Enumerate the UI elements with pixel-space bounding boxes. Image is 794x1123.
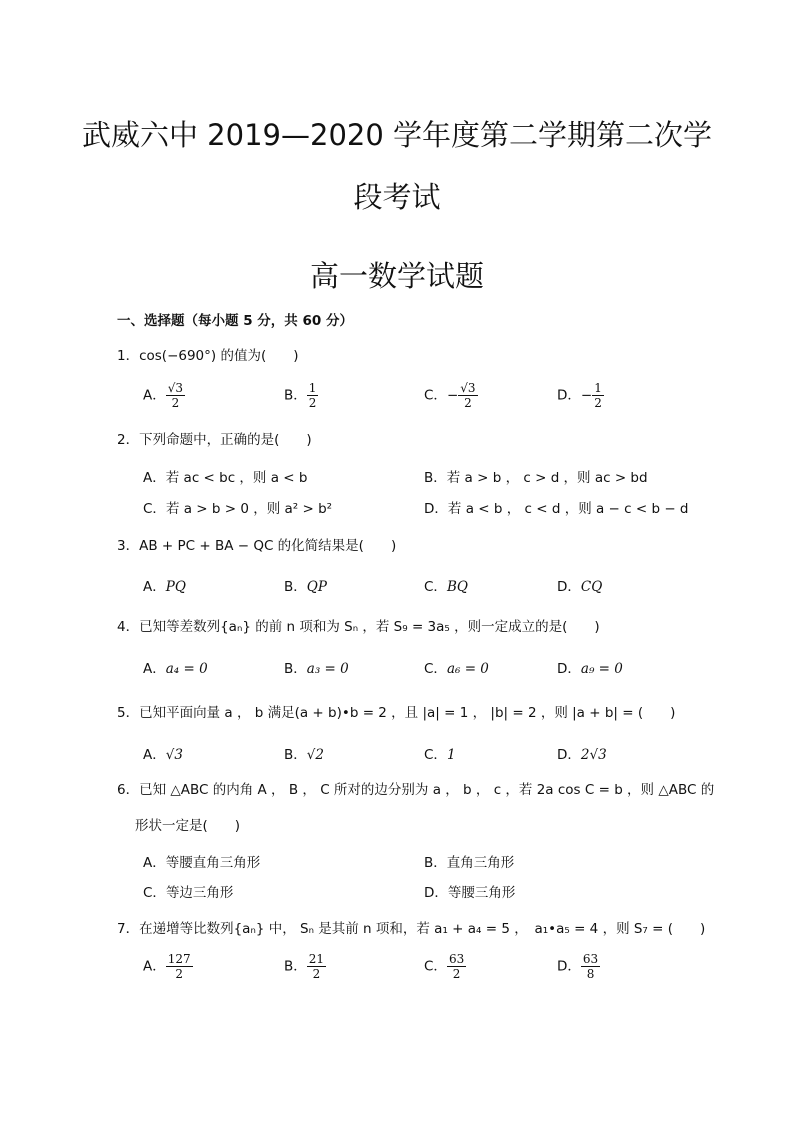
option-label: A．	[143, 747, 166, 763]
question-7-stem: 7．在递增等比数列{aₙ} 中， Sₙ 是其前 n 项和，若 a₁ + a₄ = 5 ， a₁•a₅ = 4 ，则 S₇ = ( )	[117, 921, 706, 937]
question-1-option-a	[143, 381, 185, 410]
option-label: C．	[143, 501, 166, 517]
question-1-option-b	[284, 381, 318, 410]
question-6-option-b	[424, 851, 514, 871]
option-label: C．	[143, 885, 166, 901]
option-label: A．	[143, 470, 166, 486]
question-7-option-b	[284, 952, 326, 981]
option-text: 2√3	[580, 747, 607, 763]
option-label: D．	[557, 661, 581, 677]
question-3-option-b	[284, 575, 327, 595]
option-label: B．	[424, 855, 447, 871]
fraction	[166, 952, 193, 981]
option-text: 1	[446, 747, 456, 763]
denominator: 2	[312, 967, 321, 981]
numerator: 1	[308, 381, 317, 395]
option-label: A．	[143, 958, 166, 975]
option-label: A．	[143, 579, 166, 595]
option-label: A．	[143, 387, 166, 404]
option-sign: −	[580, 387, 593, 404]
option-label: D．	[557, 387, 581, 404]
option-label: C．	[424, 747, 447, 763]
question-5-option-a	[143, 743, 183, 763]
option-text: a₆ = 0	[446, 661, 489, 677]
paper-title-line-2: 段考试	[353, 180, 441, 214]
numerator: 1	[594, 381, 602, 395]
question-4-stem: 4．已知等差数列{aₙ} 的前 n 项和为 Sₙ ，若 S₉ = 3a₅ ，则一定成立的是( )	[117, 619, 600, 635]
option-text: 直角三角形	[446, 855, 515, 871]
question-4-option-d	[557, 657, 623, 677]
question-7-option-d	[557, 952, 600, 981]
option-label: B．	[284, 387, 307, 404]
option-label: A．	[143, 661, 166, 677]
question-1-stem: 1．cos(−690°) 的值为( )	[117, 348, 299, 364]
question-2-option-d	[424, 497, 689, 517]
question-6-option-d	[424, 881, 515, 901]
paper-subtitle: 高一数学试题	[309, 259, 484, 293]
question-6-stem-continued: 形状一定是( )	[135, 818, 241, 834]
option-label: C．	[424, 958, 447, 975]
fraction	[592, 381, 604, 410]
option-text: 若 a < b ， c < d ，则 a − c < b − d	[447, 501, 689, 517]
denominator: 2	[452, 967, 461, 981]
question-2-option-c	[143, 497, 332, 517]
question-6-option-a	[143, 851, 260, 871]
question-1-option-c	[424, 381, 478, 410]
option-label: C．	[424, 661, 447, 677]
question-5-option-b	[284, 743, 324, 763]
fraction	[307, 952, 326, 981]
question-5-option-c	[424, 743, 456, 763]
option-label: B．	[284, 747, 307, 763]
option-label: B．	[284, 958, 307, 975]
question-7-option-c	[424, 952, 466, 981]
option-text: 等边三角形	[165, 885, 234, 901]
numerator: 63	[448, 952, 465, 966]
denominator: 2	[308, 396, 317, 410]
question-3-option-c	[424, 575, 468, 595]
option-text: 等腰直角三角形	[165, 855, 261, 871]
question-5-option-d	[557, 743, 607, 763]
question-2-option-b	[424, 466, 648, 486]
numerator: 21	[308, 952, 325, 966]
question-7-option-a	[143, 952, 193, 981]
paper-title-line-1: 武威六中 2019—2020 学年度第二学期第二次学	[81, 118, 713, 152]
option-label: C．	[424, 579, 447, 595]
question-3-option-d	[557, 575, 602, 595]
option-text: √2	[306, 747, 324, 763]
fraction	[307, 381, 319, 410]
option-label: D．	[557, 958, 581, 975]
option-sign: −	[446, 387, 459, 404]
fraction	[458, 381, 477, 410]
fraction	[581, 952, 600, 981]
option-label: B．	[284, 579, 307, 595]
option-text: 若 ac < bc ，则 a < b	[165, 470, 308, 486]
denominator: 8	[586, 967, 595, 981]
option-label: D．	[557, 579, 581, 595]
option-label: D．	[424, 501, 448, 517]
option-text: a₄ = 0	[165, 661, 208, 677]
option-text: 若 a > b > 0 ，则 a² > b²	[165, 501, 333, 517]
section-heading: 一、选择题（每小题 5 分，共 60 分）	[117, 313, 353, 329]
option-text: a₉ = 0	[580, 661, 623, 677]
question-3-option-a	[143, 575, 186, 595]
option-text: a₃ = 0	[306, 661, 349, 677]
question-4-option-b	[284, 657, 349, 677]
question-2-stem: 2．下列命题中，正确的是( )	[117, 432, 312, 448]
option-text: 等腰三角形	[447, 885, 516, 901]
numerator: 63	[582, 952, 599, 966]
fraction	[447, 952, 466, 981]
question-4-option-c	[424, 657, 489, 677]
question-4-option-a	[143, 657, 208, 677]
numerator: 127	[167, 952, 191, 966]
question-5-stem: 5．已知平面向量 a ， b 满足(a + b)•b = 2 ，且 |a| = 1 ， |b| = 2 ，则 |a + b| = ( )	[117, 705, 676, 721]
option-text: PQ	[165, 579, 186, 595]
option-label: B．	[424, 470, 447, 486]
option-label: D．	[557, 747, 581, 763]
denominator: 2	[594, 396, 602, 410]
question-6-stem: 6．已知 △ABC 的内角 A ， B ， C 所对的边分别为 a ， b ， c ，若 2a cos C = b ，则 △ABC 的	[117, 782, 715, 798]
numerator: √3	[167, 381, 184, 395]
option-label: C．	[424, 387, 447, 404]
question-2-option-a	[143, 466, 307, 486]
option-label: D．	[424, 885, 448, 901]
denominator: 2	[171, 396, 180, 410]
denominator: 2	[464, 396, 472, 410]
denominator: 2	[175, 967, 184, 981]
option-text: QP	[306, 579, 327, 595]
option-text: 若 a > b ， c > d ，则 ac > bd	[446, 470, 648, 486]
option-text: √3	[165, 747, 183, 763]
numerator: √3	[460, 381, 476, 395]
question-1-option-d	[557, 381, 604, 410]
option-text: CQ	[580, 579, 603, 595]
option-text: BQ	[446, 579, 468, 595]
question-6-option-c	[143, 881, 233, 901]
option-label: B．	[284, 661, 307, 677]
question-3-stem: 3．AB + PC + BA − QC 的化简结果是( )	[117, 538, 397, 554]
option-label: A．	[143, 855, 166, 871]
fraction	[166, 381, 185, 410]
